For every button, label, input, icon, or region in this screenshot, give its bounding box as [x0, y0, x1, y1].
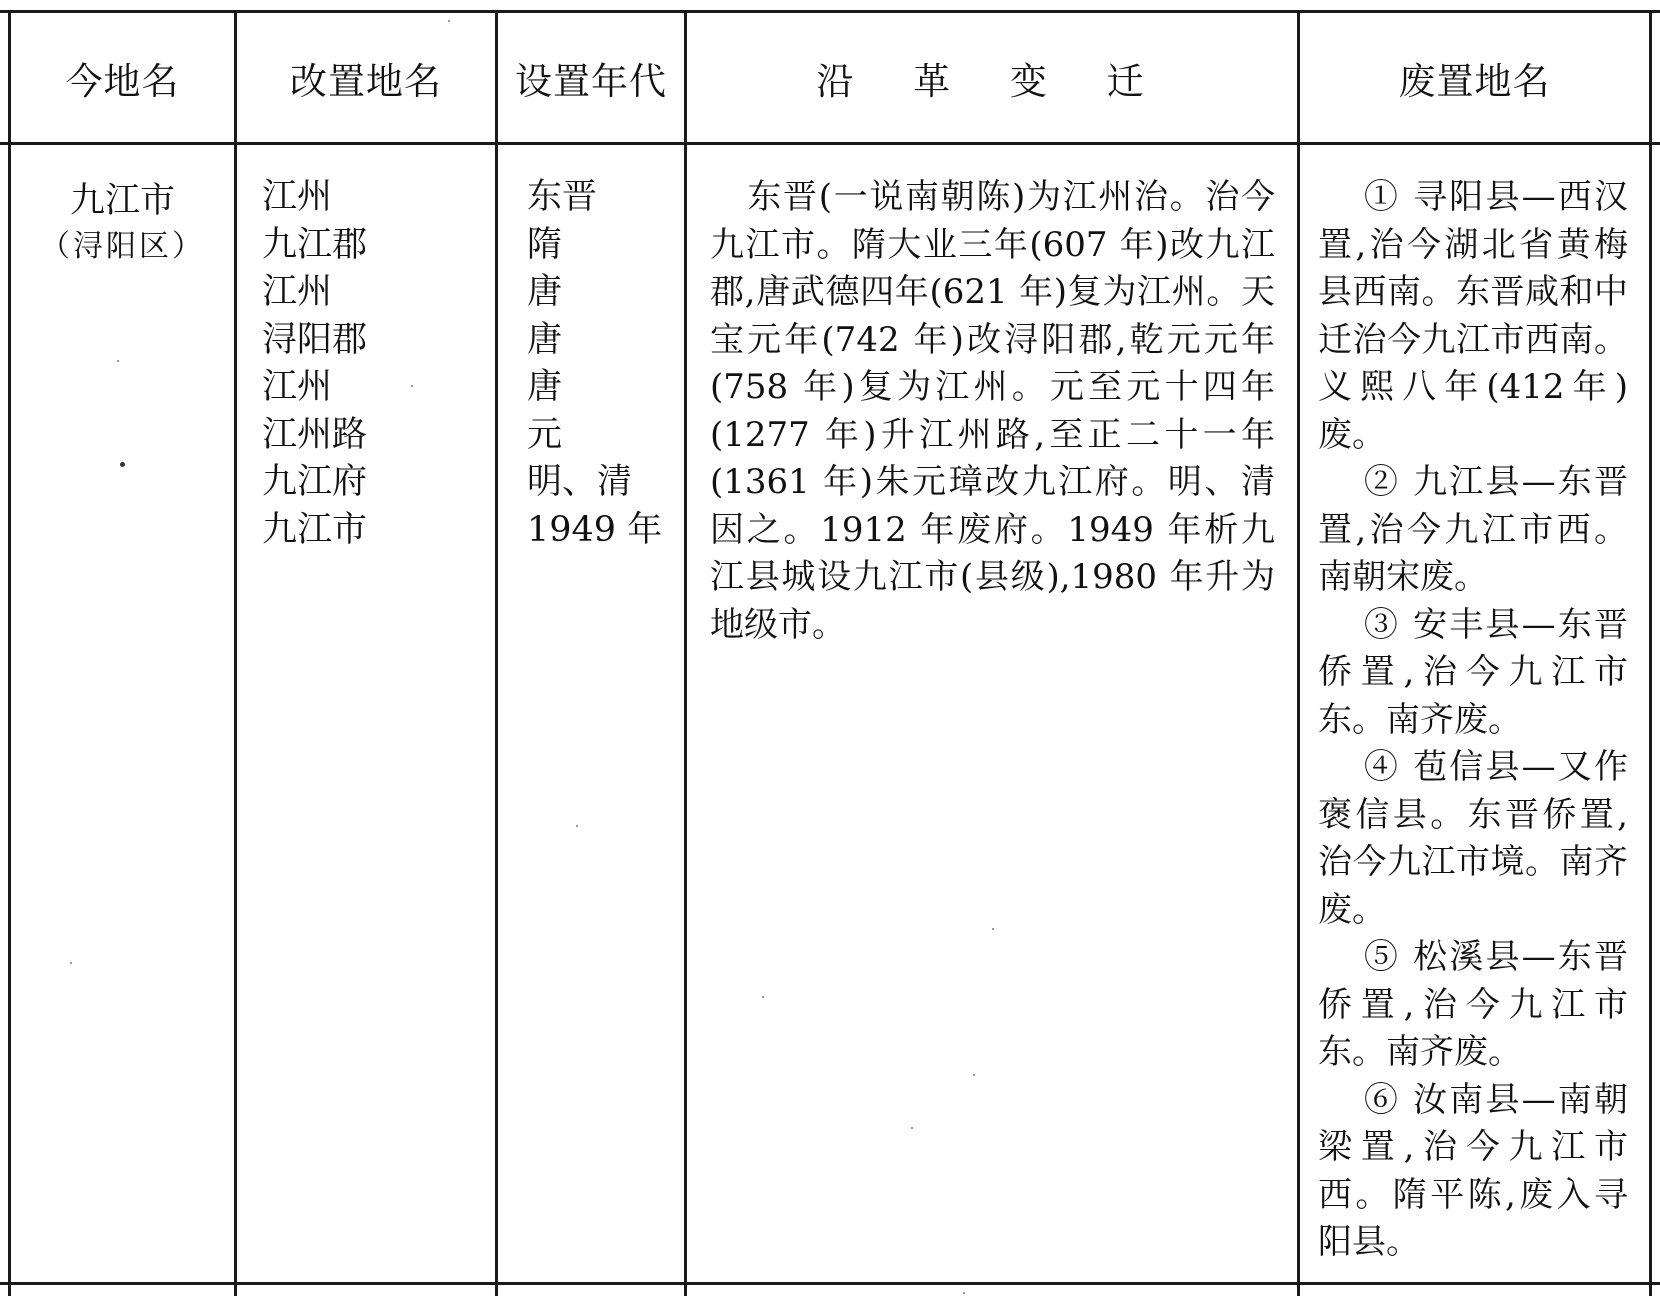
- list-item: 江州: [262, 177, 333, 217]
- header-established-era: 设置年代: [515, 59, 667, 103]
- abolished-list: [1318, 174, 1628, 1267]
- scan-speck: [120, 462, 125, 467]
- today-name: 九江市: [69, 181, 175, 221]
- list-item: 江州: [262, 367, 333, 407]
- today-name-cell: [11, 178, 234, 270]
- list-item: 唐: [527, 319, 563, 360]
- header-today-name: 今地名: [65, 59, 180, 103]
- list-item: 唐: [527, 367, 563, 407]
- list-item: 1949 年: [527, 509, 663, 550]
- column-divider-3: [684, 10, 687, 1296]
- list-item: 唐: [527, 272, 563, 312]
- list-item: 隋: [527, 224, 563, 265]
- header-evolution: 沿 革 变 迁: [816, 59, 1168, 103]
- list-item: 东晋: [527, 177, 598, 217]
- today-district: （浔阳区）: [40, 229, 205, 264]
- abolished-item: ④ 苞信县—又作褒信县。东晋侨置,治今九江市境。南齐废。: [1318, 747, 1628, 930]
- renamed-names-list: [262, 174, 482, 554]
- list-item: 江州路: [262, 414, 368, 455]
- list-item: 江州: [262, 272, 333, 312]
- scan-speck: [448, 20, 450, 22]
- eras-list: [527, 174, 682, 554]
- abolished-item: ② 九江县—东晋置,治今九江市西。南朝宋废。: [1318, 462, 1628, 597]
- abolished-item: ① 寻阳县—西汉置,治今湖北省黄梅县西南。东晋咸和中迁治今九江市西南。义熙八年(412年)废。: [1318, 177, 1628, 455]
- column-divider-4: [1297, 10, 1300, 1296]
- header-bottom-border: [0, 142, 1660, 145]
- scan-speck: [973, 1074, 975, 1076]
- list-item: 九江市: [262, 509, 368, 550]
- column-divider-right: [1649, 10, 1652, 1296]
- abolished-item: ③ 安丰县—东晋侨置,治今九江市东。南齐废。: [1318, 604, 1628, 740]
- column-divider-1: [234, 10, 237, 1296]
- row-bottom-border: [0, 1282, 1660, 1285]
- list-item: 九江郡: [262, 224, 368, 265]
- list-item: 明、清: [527, 462, 633, 502]
- abolished-item: ⑥ 汝南县—南朝梁置,治今九江市西。隋平陈,废入寻阳县。: [1318, 1079, 1628, 1262]
- list-item: 元: [527, 414, 563, 455]
- scan-speck: [911, 1127, 913, 1129]
- scan-speck: [963, 1292, 965, 1294]
- column-divider-2: [495, 10, 498, 1296]
- scan-speck: [70, 962, 72, 964]
- evolution-text: 东晋(一说南朝陈)为江州治。治今九江市。隋大业三年(607 年)改九江郡,唐武德四年(621 年)复为江州。天宝元年(742 年)改浔阳郡,乾元元年(758 年)复为江州。元至元十四年(1277 年)升江州路,至正二十一年(1361 年)朱元璋改九江府。明、清因之。1912 年废府。1949 年析九江县城设九江市(县级),1980 年升为地级市。: [710, 177, 1275, 645]
- abolished-item: ⑤ 松溪县—东晋侨置,治今九江市东。南齐废。: [1318, 937, 1628, 1072]
- scan-speck: [992, 928, 994, 930]
- scan-speck: [411, 385, 413, 387]
- scan-speck: [576, 825, 578, 827]
- list-item: 浔阳郡: [262, 319, 368, 360]
- header-renamed-name: 改置地名: [290, 59, 442, 103]
- scan-speck: [762, 996, 764, 998]
- list-item: 九江府: [262, 462, 368, 502]
- header-abolished-name: 废置地名: [1398, 59, 1551, 103]
- scan-speck: [117, 360, 119, 362]
